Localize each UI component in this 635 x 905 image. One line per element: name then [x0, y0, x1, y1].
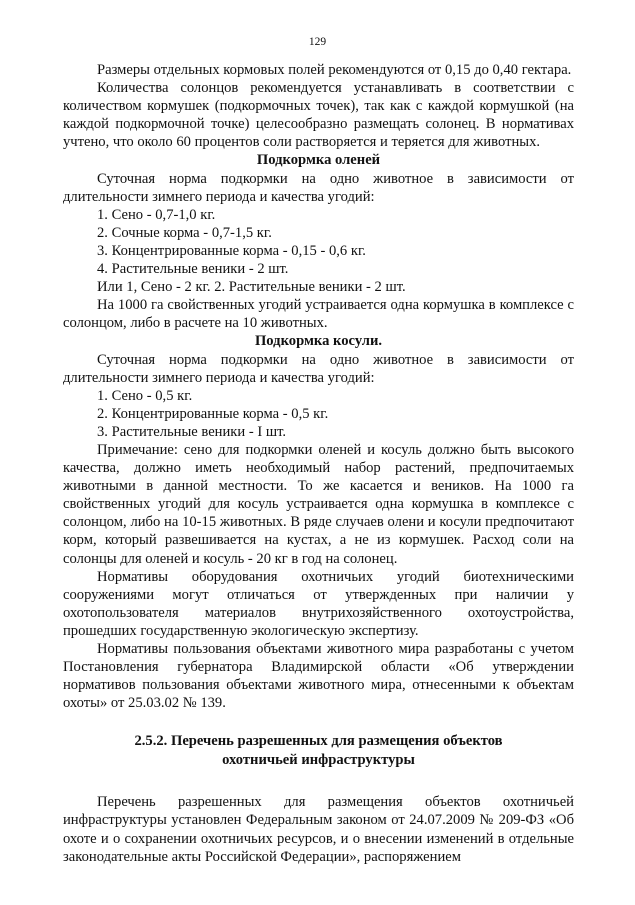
- section-heading-line2: охотничьей инфраструктуры: [222, 752, 415, 769]
- paragraph-roe-norm: Суточная норма подкормки на одно животное в зависимости от длительности зимнего периода и качества угодий:: [63, 351, 574, 386]
- paragraph-deer-feeder: На 1000 га свойственных угодий устраивается одна кормушка в комплексе с солонцом, либо в расчете на 10 животных.: [63, 297, 574, 332]
- heading-roe-feeding: Подкормка косули.: [254, 333, 383, 350]
- list-item: Или 1, Сено - 2 кг. 2. Растительные веники - 2 шт.: [97, 279, 406, 296]
- section-heading: [63, 732, 574, 770]
- page-number: 129: [308, 36, 327, 48]
- list-item: 3. Концентрированные корма - 0,15 - 0,6 кг.: [97, 242, 366, 259]
- spacer: [63, 712, 574, 732]
- list-item: 3. Растительные веники - I шт.: [97, 423, 287, 440]
- page-content: [63, 61, 574, 866]
- heading-deer-feeding: Подкормка оленей: [256, 152, 381, 169]
- paragraph-field-size: Размеры отдельных кормовых полей рекомендуются от 0,15 до 0,40 гектара.: [97, 62, 572, 78]
- list-item: 2. Концентрированные корма - 0,5 кг.: [97, 405, 329, 422]
- spacer: [63, 770, 574, 793]
- paragraph-equipment-norms: Нормативы оборудования охотничьих угодий биотехническими сооружениями могут отличаться от утвержденных при наличии у охотопользователя материалов внутрихозяйственного охотоустройства, прошедших государственную экологическую экспертизу.: [63, 568, 574, 639]
- paragraph-note: Примечание: сено для подкормки оленей и косуль должно быть высокого качества, должно иметь необходимый набор растений, предпочитаемых животными в данной местности. То же касается и веников. На 1000 га свойственных угодий для косуль устраивается одна кормушка в комплексе с солонцом, либо на 10-15 животных. В ряде случаев олени и косули предпочитают корм, который развешивается на кустах, а не из кормушек. Расход соли на солонцы для оленей и косуль - 20 кг в год на солонец.: [63, 441, 574, 567]
- section-heading-line1: 2.5.2. Перечень разрешенных для размещения объектов: [134, 733, 503, 750]
- list-item: 2. Сочные корма - 0,7-1,5 кг.: [97, 224, 272, 241]
- paragraph-usage-norms: Нормативы пользования объектами животного мира разработаны с учетом Постановления губернатора Владимирской области «Об утверждении нормативов пользования объектами животного мира, отнесенными к объектам охоты» от 25.03.02 № 139.: [63, 641, 574, 712]
- list-item: 1. Сено - 0,7-1,0 кг.: [97, 206, 216, 223]
- paragraph-deer-norm: Суточная норма подкормки на одно животное в зависимости от длительности зимнего периода и качества угодий:: [63, 170, 574, 205]
- list-item: 1. Сено - 0,5 кг.: [97, 387, 193, 404]
- paragraph-salt-licks: Количества солонцов рекомендуется устанавливать в соответствии с количеством кормушек (подкормочных точек), так как с каждой кормушкой (на каждой подкормочной точке) целесообразно размещать солонец. В нормативах учтено, что около 60 процентов соли растворяется и теряется для животных.: [63, 80, 574, 151]
- list-item: 4. Растительные веники - 2 шт.: [97, 261, 289, 278]
- paragraph-infrastructure-list: Перечень разрешенных для размещения объектов охотничьей инфраструктуры установлен Федеральным законом от 24.07.2009 № 209-ФЗ «Об охоте и о сохранении охотничьих ресурсов, и о внесении изменений в отдельные законодательные акты Российской Федерации», распоряжением: [63, 794, 574, 865]
